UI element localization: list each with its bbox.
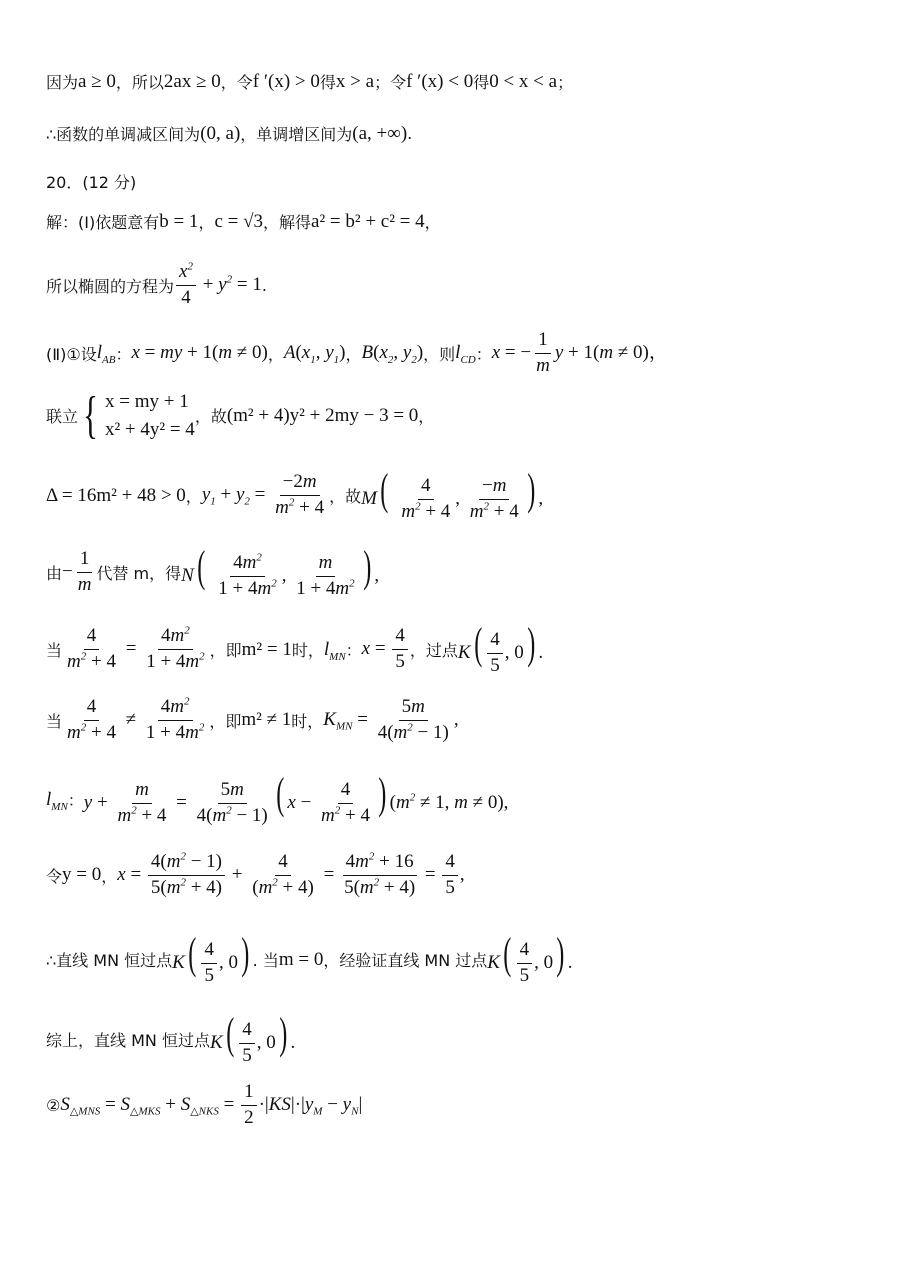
line-intercept: 令 y = 0 ， x = $\frac{4(m^2 - 1)}{5(m^2 + 4)}$ + $\frac{4}{(m^2 + 4)}$ = $\frac{4m^2 + 16}{5(m^2 + 4)}$ = $\frac{4}{5}$ , [46, 850, 465, 898]
math: m = 0 [278, 948, 324, 970]
math: − $\frac{1}{m}$ [62, 548, 92, 596]
text: ∴函数的单调减区间为 [46, 125, 201, 144]
line-monotonic-derivation [46, 70, 573, 93]
math: (a, +∞) [352, 122, 408, 144]
text: . [261, 275, 267, 295]
math: K( $\frac{4}{5}$ , 0) . [487, 929, 573, 987]
math: c = √3 [214, 210, 264, 232]
heading: 20．(12 分) [46, 173, 137, 192]
line-case-notequal [46, 697, 459, 744]
math: x > a [335, 70, 375, 92]
text: ，所以 [115, 73, 164, 92]
text: ； [557, 73, 574, 92]
text: ；令 [374, 73, 407, 92]
line-fixed-point [46, 929, 573, 987]
math: x = my + 1(m ≠ 0) [131, 342, 268, 364]
text: 得 [319, 73, 336, 92]
math: a² = b² + c² = 4 [311, 210, 425, 232]
math: $\frac{4}{m^2 + 4}$ = $\frac{4m^2}{1 + 4m^2}$ [67, 624, 205, 673]
text: ，单调增区间为 [240, 125, 353, 144]
line-point-n [46, 542, 380, 600]
text: . 当 [252, 951, 279, 971]
math: $\frac{x^2}{4}$ + $y^2 = 1$ [174, 262, 262, 309]
math: N( $\frac{4m^2}{1 + 4m^2}$ , $\frac{m}{1 + 4m^2}$ ) , [181, 542, 380, 600]
math: K( $\frac{4}{5}$ , 0) . [209, 1009, 296, 1067]
line-part1-given [46, 210, 441, 233]
line-system: 联立 { x = my + 1 x² + 4y² = 4 ，故 (m² + 4)y² + 2my − 3 = 0 ， [46, 386, 435, 444]
math: 0 < x < a [489, 70, 558, 92]
math: $K_{MN}$ = $\frac{5m}{4(m^2 - 1)}$ , [323, 696, 459, 743]
math: K( $\frac{4}{5}$ , 0) . [457, 619, 544, 677]
math: $\frac{4}{m^2 + 4}$ ≠ $\frac{4m^2}{1 + 4m^2}$ [67, 695, 205, 743]
text: (Ⅱ)①设 [46, 344, 97, 364]
math: x = $\frac{4}{5}$ [362, 626, 410, 673]
text: ② [46, 1095, 61, 1115]
problem-heading [46, 170, 136, 193]
math: f ′(x) < 0 [406, 70, 474, 92]
math: (0, a) [200, 122, 241, 144]
text: 解：(Ⅰ)依题意有 [46, 213, 160, 232]
text: ， [424, 213, 441, 232]
text: 当 [46, 711, 63, 731]
line-mn-equation: $l_{MN}$ ： y + $\frac{m}{m^2 + 4}$ = $\frac{5m}{4(m^2 - 1)}$ ( x − $\frac{4}{m^2 + 4}$ ) ($m^2 \ne 1$, m ≠ 0), [46, 769, 509, 827]
text: 时， [291, 711, 324, 731]
math: M( $\frac{4}{m^2 + 4}$ , $\frac{-m}{m^2 + 4}$ ) , [361, 465, 544, 523]
math: $y_1 + y_2$ = $\frac{-2m}{m^2 + 4}$ [201, 471, 325, 519]
math: 2ax ≥ 0 [163, 70, 221, 92]
math: K( $\frac{4}{5}$ , 0) [172, 929, 250, 987]
text: ，即 [209, 711, 242, 731]
text: ，令 [220, 73, 253, 92]
text: 当 [46, 641, 63, 661]
text: ，过点 [409, 641, 458, 661]
text: ，故 [329, 487, 362, 507]
text: ，故 [194, 407, 227, 427]
math: m² = 1 [241, 638, 292, 660]
text: ，解得 [263, 213, 312, 232]
math: $l_{AB}$ [96, 342, 116, 367]
math: $l_{MN}$ [323, 638, 346, 663]
text: ，则 [423, 344, 456, 364]
text: 令 [46, 866, 63, 886]
math: x = $\frac{4(m^2 - 1)}{5(m^2 + 4)}$ + $\frac{4}{(m^2 + 4)}$ = $\frac{4m^2 + 16}{5(m^2 + 4)}$ = $\frac{4}{5}$ , [117, 850, 465, 898]
text: 得 [473, 73, 490, 92]
math: $A(x_1$, $y_1$) [283, 342, 346, 367]
math: x = − $\frac{1}{m}$ y + 1(m ≠ 0)， [491, 329, 668, 376]
math: m² ≠ 1 [241, 709, 292, 731]
math: a ≥ 0 [78, 70, 116, 92]
line-conclusion [46, 1009, 296, 1067]
line-ellipse-equation [46, 262, 267, 309]
line-part2-setup: (Ⅱ)①设 $l_{AB}$ ： x = my + 1(m ≠ 0) ， $A(x_1$, $y_1$) ， $B(x_2$, $y_2$) ，则 $l_{CD}$ ： x = − $\frac{1}{m}$ y + 1(m ≠ 0)， [46, 329, 668, 376]
line-case-equal: 当 $\frac{4}{m^2 + 4}$ = $\frac{4m^2}{1 + 4m^2}$ ，即 m² = 1 时， $l_{MN}$ ： x = $\frac{4}{5}$ ，过点 K( $\frac{4}{5}$ , 0) . [46, 619, 544, 677]
math: Δ = 16m² + 48 > 0 [46, 484, 186, 506]
line-area [46, 1082, 362, 1129]
equation-system: x = my + 1 x² + 4y² = 4 [104, 391, 195, 440]
math: $l_{MN}$ [46, 788, 68, 813]
text: 联立 [46, 407, 79, 427]
text: 由 [46, 564, 63, 584]
text: ，经验证直线 MN 过点 [323, 951, 488, 971]
text: 时， [291, 641, 324, 661]
math: $S_{\triangle MNS} = S_{\triangle MKS} + S_{\triangle NKS}$ = $\frac{1}{2}$ $\cdot|KS|\cdot|y_M - y_N|$ [60, 1081, 363, 1128]
line-monotonic-intervals [46, 122, 412, 145]
text: ∴直线 MN 恒过点 [46, 951, 173, 971]
text: 代替 m，得 [96, 564, 182, 584]
math: (m² + 4)y² + 2my − 3 = 0 [226, 404, 419, 426]
text: . [407, 124, 413, 143]
text: 综上，直线 MN 恒过点 [46, 1031, 210, 1051]
math: y = 0 [62, 864, 102, 886]
math: $B(x_2$, $y_2$) [361, 342, 424, 367]
math: f ′(x) > 0 [252, 70, 320, 92]
text: 因为 [46, 73, 79, 92]
line-discriminant: Δ = 16m² + 48 > 0 ， $y_1 + y_2$ = $\frac{-2m}{m^2 + 4}$ ，故 M( $\frac{4}{m^2 + 4}$ , $\frac{-m}{m^2 + 4}$ ) , [46, 465, 544, 523]
math: $l_{CD}$ [455, 342, 476, 367]
math: b = 1 [159, 210, 199, 232]
text: ，即 [209, 641, 242, 661]
text: ， [198, 213, 215, 232]
math: y + $\frac{m}{m^2 + 4}$ = $\frac{5m}{4(m^2 - 1)}$ ( x − $\frac{4}{m^2 + 4}$ ) ($m^2 \ne 1$, m ≠ 0), [83, 769, 509, 827]
text: 所以椭圆的方程为 [46, 276, 175, 296]
